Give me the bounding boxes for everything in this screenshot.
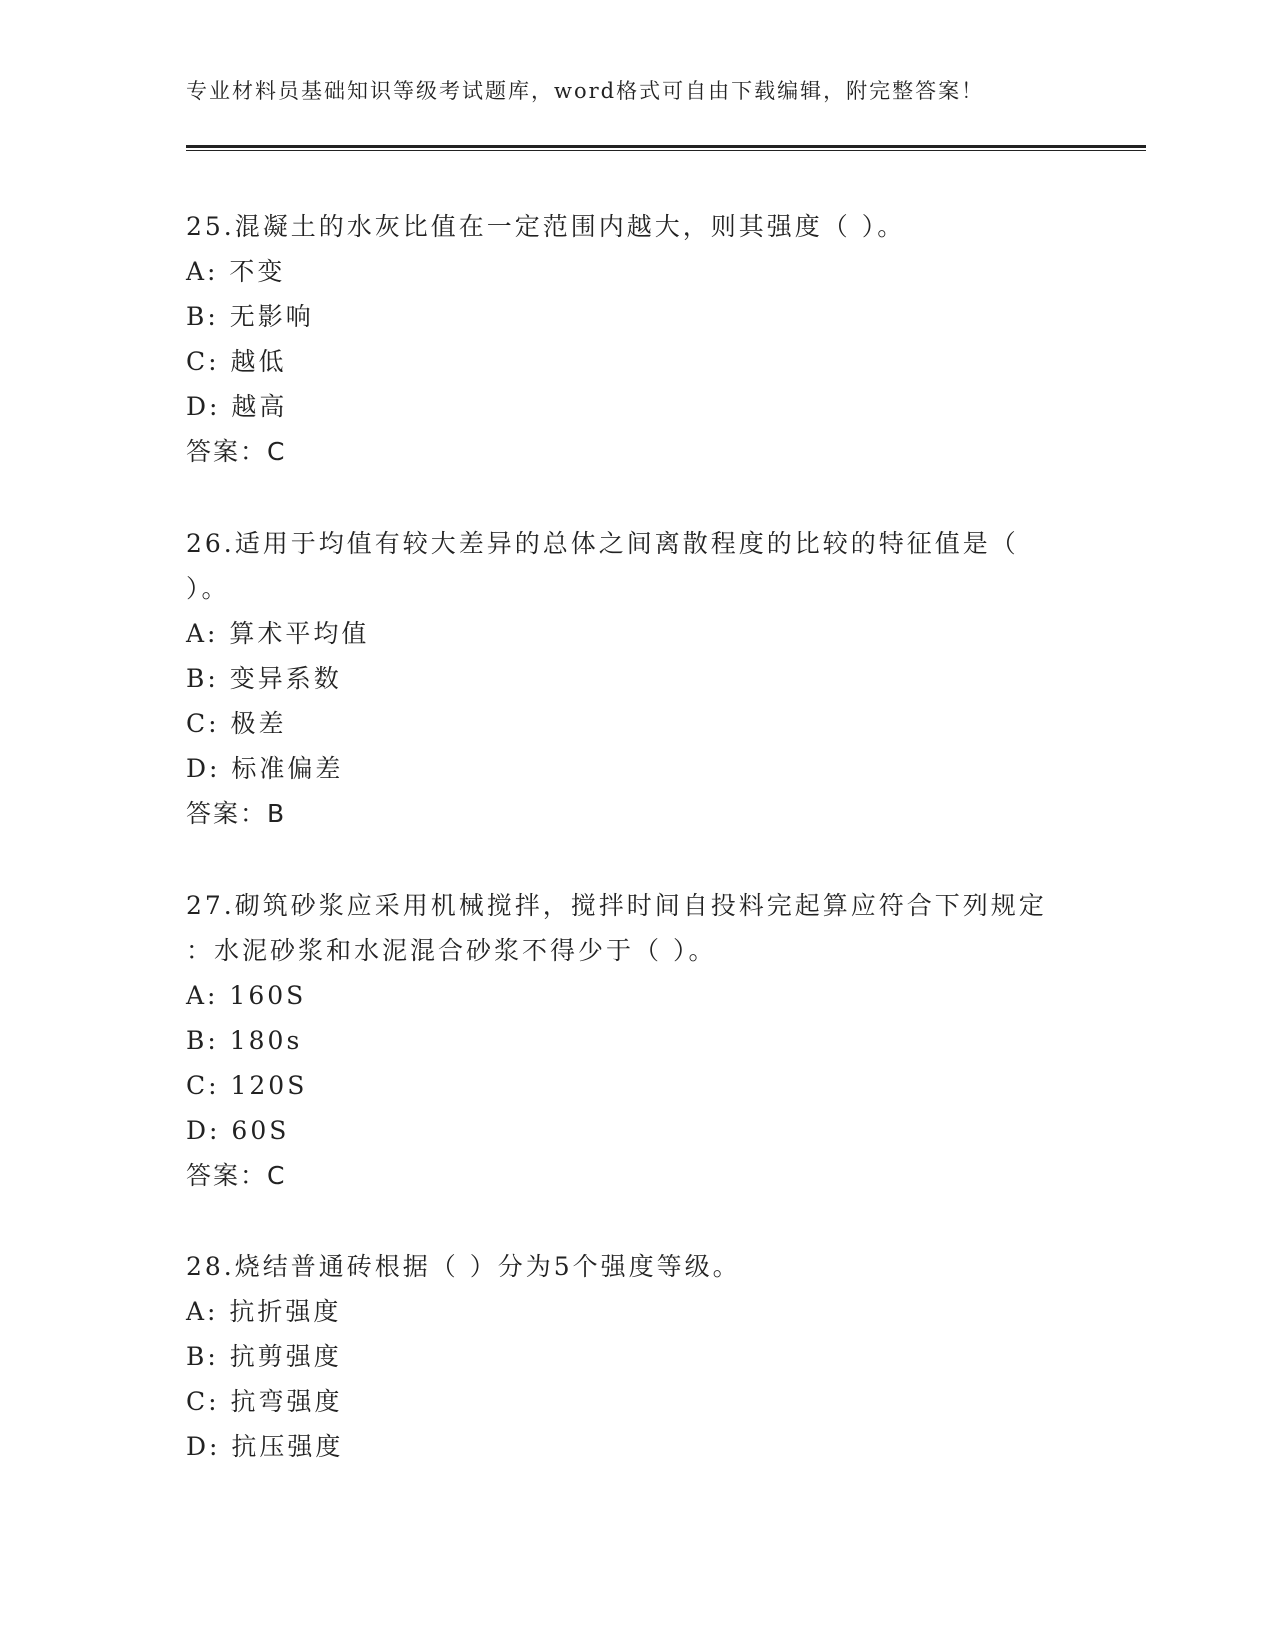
question-stem-line-1: 26.适用于均值有较大差异的总体之间离散程度的比较的特征值是（ bbox=[186, 529, 1019, 558]
question-stem: 25.混凝土的水灰比值在一定范围内越大，则其强度（ ）。 bbox=[186, 212, 906, 241]
question-27 bbox=[186, 883, 1086, 1198]
option-d: D: 60S bbox=[186, 1116, 290, 1145]
option-c: C: 越低 bbox=[186, 347, 287, 376]
option-d: D: 越高 bbox=[186, 392, 288, 421]
page-header: 专业材料员基础知识等级考试题库，word格式可自由下载编辑，附完整答案！ bbox=[186, 79, 985, 103]
question-stem-line-2: ：水泥砂浆和水泥混合砂浆不得少于（ ）。 bbox=[186, 936, 717, 965]
answer: 答案：B bbox=[186, 799, 287, 828]
option-a: A: 抗折强度 bbox=[186, 1297, 342, 1326]
question-stem-line-1: 27.砌筑砂浆应采用机械搅拌，搅拌时间自投料完起算应符合下列规定 bbox=[186, 891, 1047, 920]
question-26 bbox=[186, 521, 1086, 836]
option-a: A: 不变 bbox=[186, 257, 286, 286]
option-d: D: 抗压强度 bbox=[186, 1432, 344, 1461]
question-stem: 28.烧结普通砖根据（ ）分为5个强度等级。 bbox=[186, 1252, 741, 1281]
answer: 答案：C bbox=[186, 1161, 287, 1190]
question-stem-line-2: ）。 bbox=[186, 574, 230, 603]
header-divider-thick bbox=[186, 145, 1146, 148]
option-c: C: 120S bbox=[186, 1071, 308, 1100]
option-c: C: 抗弯强度 bbox=[186, 1387, 343, 1416]
question-list bbox=[186, 205, 1086, 1516]
option-a: A: 160S bbox=[186, 981, 307, 1010]
option-b: B: 无影响 bbox=[186, 302, 314, 331]
option-b: B: 抗剪强度 bbox=[186, 1342, 342, 1371]
question-28 bbox=[186, 1245, 1086, 1469]
answer: 答案：C bbox=[186, 437, 287, 466]
header-divider-thin bbox=[186, 150, 1146, 151]
option-d: D: 标准偏差 bbox=[186, 754, 344, 783]
option-b: B: 变异系数 bbox=[186, 664, 342, 693]
option-b: B: 180s bbox=[186, 1026, 303, 1055]
question-25 bbox=[186, 205, 1086, 474]
option-a: A: 算术平均值 bbox=[186, 619, 370, 648]
option-c: C: 极差 bbox=[186, 709, 287, 738]
